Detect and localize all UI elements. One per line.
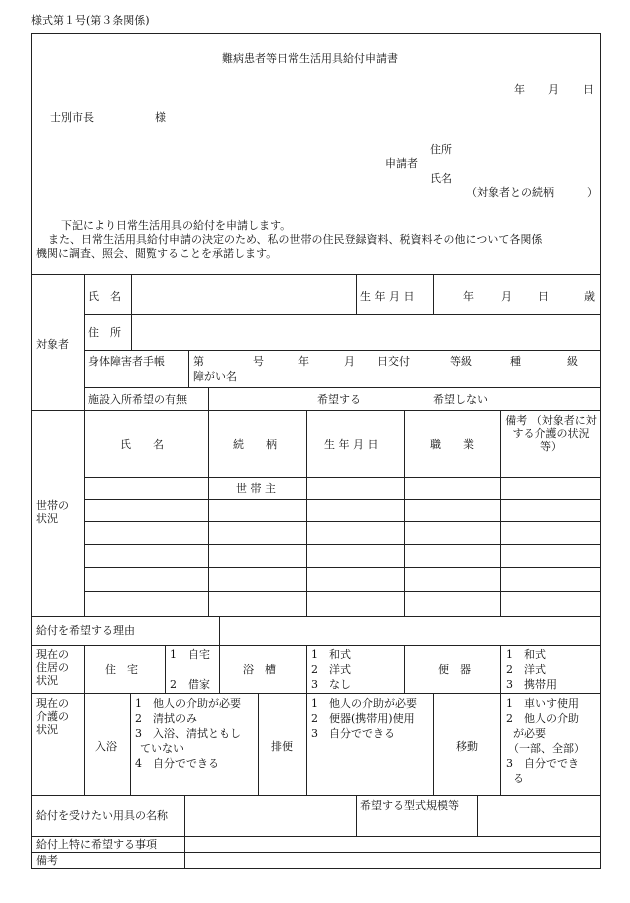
special-request-label: 給付上特に希望する事項 [36,838,157,851]
handbook-grade: 等級 [450,355,472,368]
toilet-option-1[interactable]: 1 和式 [506,648,546,661]
care-bath-option-4[interactable]: 4 自分でできる [135,757,219,770]
birth-day: 日 [538,290,549,303]
housing-label: 住 宅 [105,663,138,676]
applicant-address-label: 住所 [430,143,452,156]
care-section-label: 現在の 介護の 状況 [36,697,69,736]
move-option-2-cont: が必要 [513,727,546,740]
household-header-notes: 備考 （対象者に対する介護の状況等） [505,414,597,453]
household-header-relation: 続 柄 [233,438,277,451]
toilet-option-3[interactable]: 3 携帯用 [506,678,557,691]
equipment-name-field[interactable] [186,797,354,834]
household-section-label: 世帯の 状況 [36,499,69,525]
handbook-label: 身体障害者手帳 [88,355,165,368]
addressee-name: 士別市長 [50,111,94,124]
birth-age: 歳 [584,290,595,303]
excretion-option-3[interactable]: 3 自分でできる [311,727,395,740]
bath-option-3[interactable]: 3 なし [311,678,351,691]
move-option-3[interactable]: 3 自分ででき [506,757,579,770]
excretion-option-1[interactable]: 1 他人の介助が必要 [311,697,417,710]
move-option-2-detail: （一部、全部） [508,742,585,755]
subject-section-label: 対象者 [36,338,69,351]
applicant-relation: （対象者との続柄 ） [466,186,598,199]
handbook-issued: 日交付 [377,355,410,368]
move-option-2[interactable]: 2 他人の介助 [506,712,579,725]
bath-option-2[interactable]: 2 洋式 [311,663,351,676]
handbook-kind: 種 [510,355,521,368]
date-day: 日 [583,83,594,96]
care-bath-option-1[interactable]: 1 他人の介助が必要 [135,697,241,710]
care-bath-label: 入浴 [95,740,117,753]
care-bath-option-3-cont: ていない [140,742,184,755]
model-field[interactable] [479,797,599,834]
applicant-name-label: 氏名 [430,172,452,185]
bath-option-1[interactable]: 1 和式 [311,648,351,661]
remarks-label: 備考 [36,854,58,867]
birth-year: 年 [463,290,474,303]
facility-no-option[interactable]: 希望しない [433,393,488,406]
birth-month: 月 [501,290,512,303]
household-head-label: 世 帯 主 [236,482,276,495]
date-month: 月 [548,83,559,96]
facility-yes-option[interactable]: 希望する [317,393,361,406]
care-bath-option-3[interactable]: 3 入浴、清拭ともし [135,727,241,740]
toilet-label: 便 器 [438,663,471,676]
addressee-honorific: 様 [155,111,166,124]
housing-option-2[interactable]: 2 借家 [170,678,210,691]
date-year: 年 [514,83,525,96]
household-header-job: 職 業 [430,438,474,451]
handbook-go: 号 [253,355,264,368]
special-request-field[interactable] [186,838,599,851]
handbook-level: 級 [567,355,578,368]
subject-address-field[interactable] [133,316,599,348]
reason-field[interactable] [221,618,599,643]
handbook-dai: 第 [193,355,204,368]
reason-label: 給付を希望する理由 [36,624,135,637]
handbook-year: 年 [298,355,309,368]
move-option-1[interactable]: 1 車いす使用 [506,697,579,710]
toilet-option-2[interactable]: 2 洋式 [506,663,546,676]
subject-name-field[interactable] [133,276,355,312]
household-header-name: 氏 名 [120,438,164,451]
subject-address-label: 住 所 [88,326,121,339]
form-number: 様式第１号(第３条関係) [31,14,150,27]
remarks-field[interactable] [186,854,599,867]
care-bath-option-2[interactable]: 2 清拭のみ [135,712,197,725]
move-option-3-cont: る [513,772,524,785]
subject-birth-label: 生 年 月 日 [360,290,415,303]
excretion-label: 排便 [271,740,293,753]
bath-label: 浴 槽 [243,663,276,676]
applicant-label: 申請者 [385,157,418,170]
statement-line-2: また、日常生活用具給付申請の決定のため、私の世帯の住民登録資料、税資料その他について各関係 [48,233,543,246]
facility-label: 施設入所希望の有無 [88,393,187,406]
move-label: 移動 [456,740,478,753]
subject-name-label: 氏 名 [88,290,121,303]
form-title: 難病患者等日常生活用具給付申請書 [222,52,398,65]
housing-option-1[interactable]: 1 自宅 [170,648,210,661]
household-header-birth: 生 年 月 日 [324,438,379,451]
statement-line-3: 機関に調査、照会、閲覧することを承諾します。 [36,247,278,260]
equipment-name-label: 給付を受けたい用具の名称 [36,809,168,822]
excretion-option-2[interactable]: 2 便器(携帯用)使用 [311,712,415,725]
model-label: 希望する型式規模等 [360,799,459,812]
residence-section-label: 現在の 住居の 状況 [36,648,69,687]
statement-line-1: 下記により日常生活用具の給付を申請します。 [61,219,292,232]
handbook-month: 月 [344,355,355,368]
handbook-disability: 障がい名 [193,370,237,383]
